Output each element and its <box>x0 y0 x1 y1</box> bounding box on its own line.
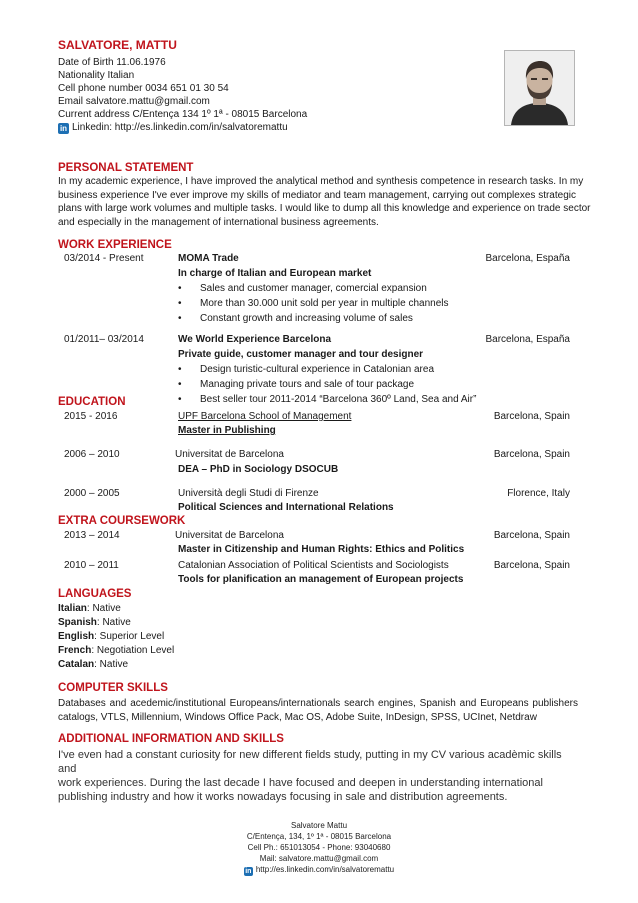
job-bullet: • Best seller tour 2011-2014 “Barcelona 360º Land, Sea and Air” <box>178 394 477 405</box>
linkedin-url[interactable]: Linkedin: http://es.linkedin.com/in/salvatoremattu <box>72 122 288 133</box>
personal-statement-text <box>58 175 591 229</box>
current-address: Current address C/Entença 134 1º 1ª - 08015 Barcelona <box>58 109 308 120</box>
education-institution: UPF Barcelona School of Management <box>178 411 352 422</box>
languages-title: LANGUAGES <box>58 588 132 600</box>
job-bullet: • Sales and customer manager, comercial expansion <box>178 283 427 294</box>
footer-name: Salvatore Mattu <box>290 821 348 830</box>
education-date: 2000 – 2005 <box>64 488 120 499</box>
linkedin-line[interactable] <box>58 121 288 134</box>
job-bullet: • Constant growth and increasing volume of sales <box>178 313 413 324</box>
job-date: 03/2014 - Present <box>64 253 144 264</box>
education-date: 2015 - 2016 <box>64 411 118 422</box>
language-item: Spanish: Native <box>58 617 131 628</box>
nationality: Nationality Italian <box>58 70 135 81</box>
education-title: EDUCATION <box>58 396 126 408</box>
coursework-degree: Tools for planification an management of European projects <box>178 574 464 585</box>
coursework-location: Barcelona, Spain <box>493 560 570 571</box>
job-bullet: • Design turistic-cultural experience in Catalonian area <box>178 364 435 375</box>
footer-linkedin[interactable] <box>0 864 638 876</box>
language-item: Italian: Native <box>58 603 121 614</box>
coursework-degree: Master in Citizenship and Human Rights: Ethics and Politics <box>178 544 465 555</box>
coursework-date: 2010 – 2011 <box>64 560 119 571</box>
work-experience-title: WORK EXPERIENCE <box>58 239 172 251</box>
coursework-institution: Catalonian Association of Political Scientists and Sociologists <box>178 560 449 571</box>
job-role: Private guide, customer manager and tour designer <box>178 349 424 360</box>
portrait-icon <box>505 51 574 125</box>
additional-info-title: ADDITIONAL INFORMATION AND SKILLS <box>58 733 284 745</box>
linkedin-icon: in <box>59 124 68 133</box>
coursework-institution: Universitat de Barcelona <box>175 530 284 541</box>
job-role: In charge of Italian and European market <box>178 268 372 279</box>
date-of-birth: Date of Birth 11.06.1976 <box>58 57 166 68</box>
job-location: Barcelona, España <box>485 334 570 345</box>
statement-line: business experience I've ever improve my skills of mediator and team management, carrying out complexes strategic <box>58 189 576 201</box>
statement-line: and especially in the management of international business agreements. <box>58 216 379 228</box>
additional-line: work experiences. During the last decade I have focused and deepen in understanding international <box>58 777 543 789</box>
footer-phones: Cell Ph.: 651013054 - Phone: 93040680 <box>247 843 391 852</box>
coursework-title: EXTRA COURSEWORK <box>58 515 186 527</box>
email: Email salvatore.mattu@gmail.com <box>58 96 210 107</box>
footer-linkedin-url[interactable]: http://es.linkedin.com/in/salvatoremattu <box>255 865 395 874</box>
coursework-date: 2013 – 2014 <box>64 530 120 541</box>
education-location: Florence, Italy <box>507 488 570 499</box>
education-degree: Master in Publishing <box>178 425 276 436</box>
cell-phone: Cell phone number 0034 651 01 30 54 <box>58 83 229 94</box>
job-company: MOMA Trade <box>178 253 239 264</box>
computer-skills-text <box>58 697 578 724</box>
statement-line: In my academic experience, I have improved the analytical method and synthesis competence in research tasks. In my <box>58 176 584 187</box>
education-date: 2006 – 2010 <box>64 449 120 460</box>
job-company: We World Experience Barcelona <box>178 334 332 345</box>
additional-info-text <box>58 748 578 804</box>
profile-photo <box>504 50 575 126</box>
education-degree: DEA – PhD in Sociology DSOCUB <box>178 464 339 475</box>
computer-skills-title: COMPUTER SKILLS <box>58 682 168 694</box>
language-item: English: Superior Level <box>58 631 165 642</box>
education-degree: Political Sciences and International Relations <box>178 502 394 513</box>
job-date: 01/2011– 03/2014 <box>64 334 144 345</box>
footer-address: C/Entença, 134, 1º 1ª - 08015 Barcelona <box>246 832 392 841</box>
computer-skills-line: Databases and acedemic/institutional Europeans/internationals search engines, Spanish and Europeans publishers <box>58 698 578 709</box>
education-location: Barcelona, Spain <box>493 411 570 422</box>
additional-line: publishing industry and how it works nowadays focusing in sale and distribution agreements. <box>58 791 508 803</box>
additional-line: I've even had a constant curiosity for new different fields study, putting in my CV various acadèmic skills and <box>58 749 562 775</box>
language-item: French: Negotiation Level <box>58 645 175 656</box>
footer <box>0 820 638 876</box>
personal-statement-title: PERSONAL STATEMENT <box>58 162 194 174</box>
language-item: Catalan: Native <box>58 659 129 670</box>
footer-mail[interactable]: Mail: salvatore.mattu@gmail.com <box>259 854 379 863</box>
statement-line: plans with large work volumes and multiple tasks. I would like to dump all this knowledge and experience on trade sector <box>58 203 591 214</box>
coursework-location: Barcelona, Spain <box>493 530 570 541</box>
linkedin-icon: in <box>245 868 252 875</box>
candidate-name: SALVATORE, MATTU <box>58 38 177 52</box>
education-institution: Università degli Studi di Firenze <box>178 488 319 499</box>
job-bullet: • Managing private tours and sale of tour package <box>178 379 415 390</box>
education-location: Barcelona, Spain <box>493 449 570 460</box>
computer-skills-line: catalogs, VTLS, Millennium, Windows Office Pack, Mac OS, Adobe Suite, InDesign, SPSS, UCInet, Netdraw <box>58 711 537 723</box>
job-bullet: • More than 30.000 unit sold per year in multiple channels <box>178 298 449 309</box>
job-location: Barcelona, España <box>485 253 570 264</box>
education-institution: Universitat de Barcelona <box>175 449 284 460</box>
